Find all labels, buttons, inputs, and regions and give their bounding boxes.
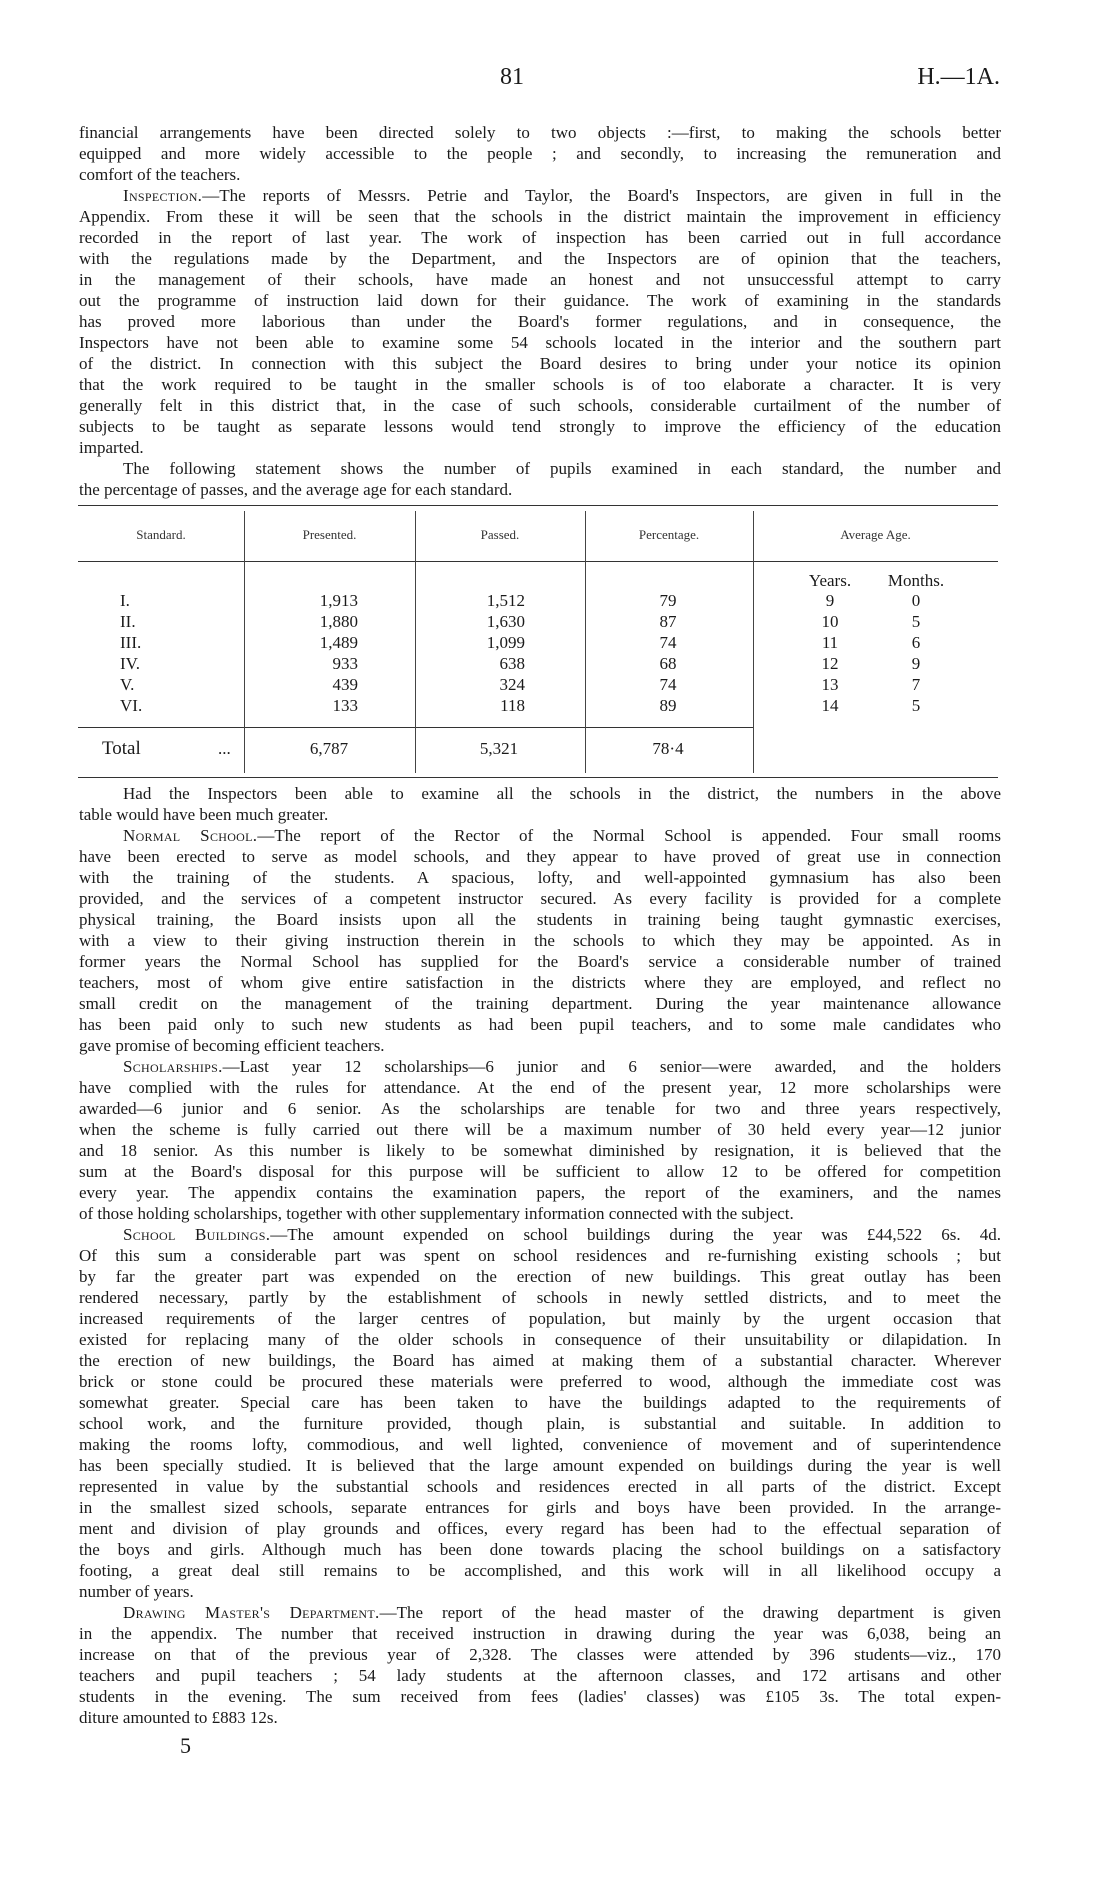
line-text: increased requirements of the larger centres of population, but mainly by the urgent occasion that (79, 1309, 1001, 1328)
text-line (79, 1077, 1001, 1098)
line-text: have complied with the rules for attendance. At the end of the present year, 12 more scholarships were (79, 1078, 1001, 1097)
line-text: Appendix. From these it will be seen that the schools in the district maintain the improvement in efficiency (79, 207, 1001, 226)
text-line (79, 248, 1001, 269)
text-line (79, 1308, 1001, 1329)
line-text: in the appendix. The number that received instruction in drawing during the year was 6,038, being an (79, 1624, 1001, 1643)
paragraph (79, 783, 1001, 825)
column-divider (244, 511, 245, 773)
text-line (79, 1497, 1001, 1518)
cell-years: 9 (825, 591, 835, 610)
line-text: teachers, most of whom give entire satisfaction in the districts where they are employed, and reflect no (79, 973, 1001, 992)
section-heading: Normal School. (123, 826, 258, 845)
cell-years: 14 (821, 696, 839, 715)
total-presented: 6,787 (309, 739, 349, 758)
text-line (79, 1140, 1001, 1161)
line-text: subjects to be taught as separate lessons would tend strongly to improve the efficiency of the education (79, 417, 1001, 436)
text-line (79, 1371, 1001, 1392)
column-header: Percentage. (638, 527, 700, 542)
text-line (79, 1413, 1001, 1434)
cell-standard: IV. (120, 654, 140, 673)
total-label: Total (102, 738, 141, 759)
cell-passed: 324 (499, 675, 525, 694)
text-line (79, 332, 1001, 353)
paragraph (79, 458, 1001, 500)
text-line (79, 1602, 1001, 1623)
line-text: making the rooms lofty, commodious, and well lighted, convenience of movement and of superintendence (79, 1435, 1001, 1454)
text-line (79, 1329, 1001, 1350)
age-subheader-months: Months. (887, 571, 945, 590)
text-line (79, 1665, 1001, 1686)
line-text: teachers and pupil teachers ; 54 lady students at the afternoon classes, and 172 artisans and other (79, 1666, 1001, 1685)
column-divider (415, 511, 416, 773)
text-line (79, 993, 1001, 1014)
line-text: that the work required to be taught in the smaller schools is of too elaborate a character. It is very (79, 375, 1001, 394)
total-dots: ... (218, 739, 231, 758)
line-text: physical training, the Board insists upon all the students in training being taught gymnastic exercises, (79, 910, 1001, 929)
text-line (79, 206, 1001, 227)
text-line (79, 1518, 1001, 1539)
cell-presented: 439 (332, 675, 358, 694)
line-text: the erection of new buildings, the Board has aimed at making them of a substantial character. Wherever (79, 1351, 1001, 1370)
cell-months: 9 (911, 654, 921, 673)
text-line (79, 1707, 1001, 1728)
line-text: imparted. (79, 438, 144, 457)
text-line (79, 1560, 1001, 1581)
line-text: comfort of the teachers. (79, 165, 241, 184)
line-text: —The report of the head master of the drawing department is given (379, 1603, 1001, 1622)
line-text: and 18 senior. As this number is likely to be somewhat diminished by resignation, it is believed that the (79, 1141, 1001, 1160)
cell-standard: VI. (120, 696, 143, 715)
text-line (79, 1686, 1001, 1707)
text-line (79, 1623, 1001, 1644)
cell-percentage: 74 (659, 675, 677, 694)
section-heading: Scholarships. (123, 1057, 223, 1076)
line-text: increase on that of the previous year of 2,328. The classes were attended by 396 students—viz., 170 (79, 1645, 1001, 1664)
line-text: of those holding scholarships, together with other supplementary information connected with the subject. (79, 1204, 794, 1223)
paragraph (79, 1056, 1001, 1224)
cell-standard: III. (120, 633, 142, 652)
line-text: in the management of their schools, have made an honest and not unsuccessful attempt to carry (79, 270, 1001, 289)
text-line (79, 909, 1001, 930)
paragraph (79, 825, 1001, 1056)
line-text: —The amount expended on school buildings during the year was £44,522 6s. 4d. (270, 1225, 1002, 1244)
cell-months: 5 (911, 612, 921, 631)
text-line (79, 951, 1001, 972)
line-text: every year. The appendix contains the examination papers, the report of the examiners, and the names (79, 1183, 1001, 1202)
text-line (79, 1245, 1001, 1266)
cell-standard: II. (120, 612, 136, 631)
cell-years: 11 (821, 633, 839, 652)
line-text: rendered necessary, partly by the establishment of schools in newly settled districts, and to meet the (79, 1288, 1001, 1307)
cell-years: 13 (821, 675, 839, 694)
line-text: somewhat greater. Special care has been taken to have the buildings adapted to the requirements of (79, 1393, 1001, 1412)
line-text: gave promise of becoming efficient teachers. (79, 1036, 385, 1055)
section-heading: School Buildings. (123, 1225, 271, 1244)
line-text: former years the Normal School has supplied for the Board's service a considerable number of trained (79, 952, 1001, 971)
column-divider (753, 511, 754, 773)
text-line (79, 1581, 1001, 1602)
table-top-rule (78, 505, 998, 506)
cell-percentage: 87 (659, 612, 677, 631)
section-heading: Drawing Master's Department. (123, 1603, 380, 1622)
text-line (79, 888, 1001, 909)
line-text: —Last year 12 scholarships—6 junior and 6 senior—were awarded, and the holders (222, 1057, 1001, 1076)
age-subheader-years: Years. (808, 571, 852, 590)
cell-standard: V. (120, 675, 135, 694)
text-line (79, 437, 1001, 458)
line-text: has been specially studied. It is believed that the large amount expended on buildings during the year is well (79, 1456, 1001, 1475)
column-header: Average Age. (840, 527, 911, 542)
text-line (79, 269, 1001, 290)
page-number: 81 (500, 64, 524, 90)
line-text: in the smallest sized schools, separate entrances for girls and boys have been provided. In the arrange- (79, 1498, 1001, 1517)
cell-presented: 1,489 (319, 633, 358, 652)
line-text: with the training of the students. A spacious, lofty, and well-appointed gymnasium has also been (79, 868, 1001, 887)
text-line (79, 1014, 1001, 1035)
cell-passed: 1,099 (486, 633, 525, 652)
cell-passed: 118 (500, 696, 525, 715)
paragraph (79, 1602, 1001, 1728)
line-text: financial arrangements have been directed solely to two objects :—first, to making the schools better (79, 123, 1001, 142)
text-line (79, 479, 1001, 500)
line-text: have been erected to serve as model schools, and they appear to have proved of great use in connection (79, 847, 1001, 866)
line-text: the boys and girls. Although much has been done towards placing the school buildings on a satisfactory (79, 1540, 1001, 1559)
text-line (79, 353, 1001, 374)
paragraph (79, 185, 1001, 458)
text-line (79, 1434, 1001, 1455)
cell-years: 10 (821, 612, 839, 631)
column-header: Presented. (302, 527, 357, 542)
text-line (79, 930, 1001, 951)
text-line (79, 783, 1001, 804)
cell-percentage: 74 (659, 633, 677, 652)
cell-months: 5 (911, 696, 921, 715)
line-text: ment and division of play grounds and offices, every regard has been had to the effectual separation of (79, 1519, 1001, 1538)
text-line (79, 1644, 1001, 1665)
total-passed: 5,321 (479, 739, 519, 758)
examination-results-table (78, 505, 998, 777)
cell-presented: 933 (332, 654, 358, 673)
cell-passed: 638 (499, 654, 525, 673)
paragraph (79, 1224, 1001, 1602)
cell-years: 12 (821, 654, 839, 673)
text-line (79, 1203, 1001, 1224)
line-text: existed for replacing many of the older schools in consequence of their unsuitability or dilapidation. In (79, 1330, 1001, 1349)
line-text: diture amounted to £883 12s. (79, 1708, 278, 1727)
cell-percentage: 89 (659, 696, 677, 715)
text-line (79, 1035, 1001, 1056)
cell-presented: 133 (332, 696, 358, 715)
line-text: has proved more laborious than under the Board's former regulations, and in consequence, the (79, 312, 1001, 331)
cell-standard: I. (120, 591, 130, 610)
line-text: Inspectors have not been able to examine some 54 schools located in the interior and the southern part (79, 333, 1001, 352)
cell-presented: 1,913 (319, 591, 358, 610)
line-text: when the scheme is fully carried out there will be a maximum number of 30 held every year—12 junior (79, 1120, 1001, 1139)
line-text: small credit on the management of the training department. During the year maintenance allowance (79, 994, 1001, 1013)
text-line (79, 1224, 1001, 1245)
section-heading: Inspection. (123, 186, 203, 205)
column-header: Passed. (480, 527, 520, 542)
text-line (79, 290, 1001, 311)
line-text: provided, and the services of a competent instructor secured. As every facility is provided for a complete (79, 889, 1001, 908)
cell-passed: 1,630 (486, 612, 525, 631)
text-line (79, 1392, 1001, 1413)
text-line (79, 374, 1001, 395)
body-text-bottom (79, 783, 1001, 1728)
text-line (79, 1182, 1001, 1203)
text-line (79, 227, 1001, 248)
cell-months: 7 (911, 675, 921, 694)
text-line (79, 143, 1001, 164)
signature-mark: 5 (180, 1733, 191, 1758)
line-text: represented in value by the substantial schools and residences erected in all parts of the district. Except (79, 1477, 1001, 1496)
text-line (79, 395, 1001, 416)
line-text: The following statement shows the number of pupils examined in each standard, the number and (123, 459, 1001, 478)
text-line (79, 1455, 1001, 1476)
text-line (79, 804, 1001, 825)
text-line (79, 1161, 1001, 1182)
text-line (79, 1266, 1001, 1287)
document-reference: H.—1A. (917, 64, 1000, 90)
text-line (79, 164, 1001, 185)
text-line (79, 1098, 1001, 1119)
line-text: equipped and more widely accessible to the people ; and secondly, to increasing the remuneration and (79, 144, 1001, 163)
cell-months: 6 (911, 633, 921, 652)
line-text: footing, a great deal still remains to be accomplished, and this work will in all likelihood occupy a (79, 1561, 1001, 1580)
line-text: table would have been much greater. (79, 805, 329, 824)
total-percentage: 78·4 (652, 739, 684, 758)
text-line (79, 846, 1001, 867)
text-line (79, 972, 1001, 993)
line-text: Had the Inspectors been able to examine all the schools in the district, the numbers in the above (123, 784, 1001, 803)
table-header-rule (78, 561, 998, 562)
cell-passed: 1,512 (486, 591, 525, 610)
line-text: sum at the Board's disposal for this purpose will be sufficient to allow 12 to be offered for competition (79, 1162, 1001, 1181)
text-line (79, 1287, 1001, 1308)
line-text: recorded in the report of last year. The work of inspection has been carried out in full accordance (79, 228, 1001, 247)
line-text: the percentage of passes, and the average age for each standard. (79, 480, 513, 499)
line-text: of the district. In connection with this subject the Board desires to bring under your notice its opinion (79, 354, 1001, 373)
column-divider (585, 511, 586, 773)
text-line (79, 311, 1001, 332)
line-text: by far the greater part was expended on the erection of new buildings. This great outlay has been (79, 1267, 1001, 1286)
line-text: —The reports of Messrs. Petrie and Taylor, the Board's Inspectors, are given in full in the (202, 186, 1001, 205)
text-line (79, 1350, 1001, 1371)
text-line (79, 1056, 1001, 1077)
text-line (79, 185, 1001, 206)
line-text: students in the evening. The sum received from fees (ladies' classes) was £105 3s. The total expen- (79, 1687, 1001, 1706)
line-text: awarded—6 junior and 6 senior. As the scholarships are tenable for two and three years respectively, (79, 1099, 1001, 1118)
line-text: has been paid only to such new students as had been pupil teachers, and to some male candidates who (79, 1015, 1001, 1034)
text-line (79, 416, 1001, 437)
line-text: school work, and the furniture provided, though plain, is substantial and suitable. In addition to (79, 1414, 1001, 1433)
text-line (79, 867, 1001, 888)
line-text: number of years. (79, 1582, 194, 1601)
paragraph (79, 122, 1001, 185)
text-line (79, 122, 1001, 143)
line-text: —The report of the Rector of the Normal School is appended. Four small rooms (257, 826, 1001, 845)
text-line (79, 1539, 1001, 1560)
body-text-top (79, 122, 1001, 500)
cell-presented: 1,880 (319, 612, 358, 631)
text-line (79, 458, 1001, 479)
cell-percentage: 68 (659, 654, 677, 673)
column-header: Standard. (136, 527, 186, 542)
line-text: with a view to their giving instruction therein in the schools to which they may be appointed. As in (79, 931, 1001, 950)
line-text: brick or stone could be procured these materials were preferred to wood, although the immediate cost was (79, 1372, 1001, 1391)
line-text: with the regulations made by the Department, and the Inspectors are of opinion that the teachers, (79, 249, 1001, 268)
line-text: generally felt in this district that, in the case of such schools, considerable curtailment of the number of (79, 396, 1001, 415)
line-text: out the programme of instruction laid down for their guidance. The work of examining in the standards (79, 291, 1001, 310)
cell-percentage: 79 (659, 591, 677, 610)
cell-months: 0 (911, 591, 921, 610)
text-line (79, 1476, 1001, 1497)
text-line (79, 825, 1001, 846)
table-bottom-rule (78, 777, 998, 778)
text-line (79, 1119, 1001, 1140)
line-text: Of this sum a considerable part was spent on school residences and re-furnishing existing schools ; but (79, 1246, 1001, 1265)
